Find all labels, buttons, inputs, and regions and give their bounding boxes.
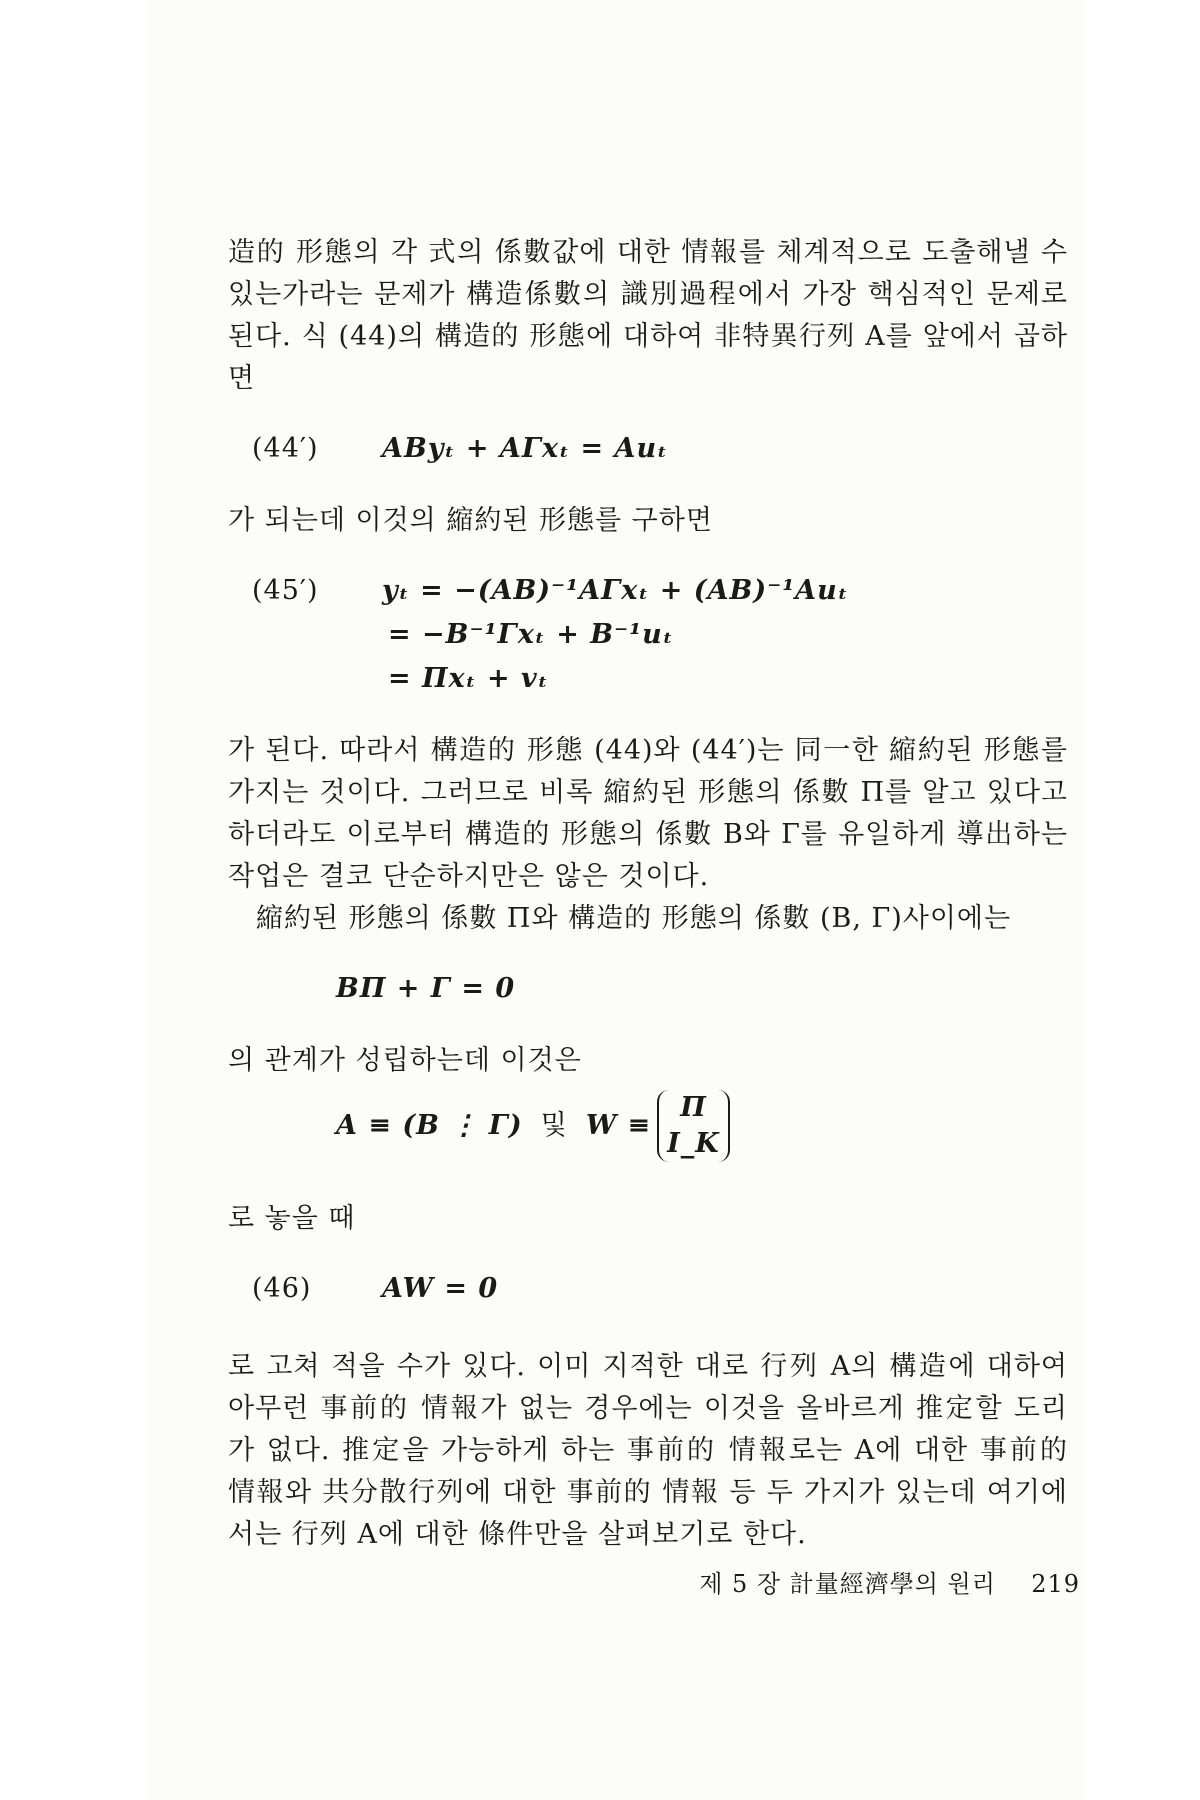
- page-body: [228, 232, 1068, 1556]
- equation-45-prime-line-1: [228, 570, 1068, 614]
- w-definition: W ≡: [585, 1110, 652, 1141]
- equation-number: (45′): [252, 575, 319, 606]
- paragraph-1: 造的 形態의 각 式의 係數값에 대한 情報를 체계적으로 도출해낼 수 있는가라는 문제가 構造係數의 識別過程에서 가장 핵심적인 문제로 된다. 식 (44)의 構造的 形態에 대하여 非特異行列 A를 앞에서 곱하면: [228, 237, 1068, 394]
- paragraph-7: 로 고쳐 적을 수가 있다. 이미 지적한 대로 行列 A의 構造에 대하여 아무런 事前的 情報가 없는 경우에는 이것을 올바르게 推定할 도리가 없다. 推定을 가능하게 하는 事前的 情報로는 A에 대한 事前的 情報와 共分散行列에 대한 事前的 情報 등 두 가지가 있는데 여기에서는 行列 A에 대한 條件만을 살펴보기로 한다.: [228, 1351, 1068, 1550]
- paragraph-5: 의 관계가 성립하는데 이것은: [228, 1045, 582, 1076]
- a-definition: A ≡ (B ⋮ Γ): [336, 1110, 523, 1141]
- equation-expression: BΠ + Γ = 0: [336, 973, 516, 1004]
- equation-expression: = −B⁻¹Γxₜ + B⁻¹uₜ: [388, 619, 674, 650]
- running-header: 제 5 장 計量經濟學의 원리: [699, 1570, 996, 1598]
- equation-45-prime-line-2: [228, 614, 1068, 658]
- matrix-top: Π: [680, 1092, 707, 1123]
- matrix-bottom: I_K: [667, 1128, 720, 1159]
- conjunction: 및: [540, 1110, 568, 1141]
- equation-45-prime-line-3: [228, 658, 1068, 702]
- relation-equation: [228, 968, 1068, 1012]
- equation-number: (46): [252, 1273, 312, 1304]
- equation-number: (44′): [252, 433, 319, 464]
- page-footer: [660, 1564, 1080, 1599]
- equation-expression: AW = 0: [382, 1273, 499, 1304]
- paragraph-2: 가 되는데 이것의 縮約된 形態를 구하면: [228, 505, 713, 536]
- equation-expression: = Πxₜ + vₜ: [388, 663, 549, 694]
- paragraph-4: 縮約된 形態의 係數 Π와 構造的 形態의 係數 (B, Γ)사이에는: [256, 903, 1012, 934]
- equation-expression: yₜ = −(AB)⁻¹AΓxₜ + (AB)⁻¹Auₜ: [382, 575, 849, 606]
- page-number: 219: [1031, 1570, 1080, 1598]
- equation-expression: AByₜ + AΓxₜ = Auₜ: [382, 433, 669, 464]
- equation-44-prime: [228, 428, 1068, 472]
- paragraph-6: 로 놓을 때: [228, 1203, 356, 1234]
- w-matrix: [657, 1090, 730, 1162]
- paragraph-3: 가 된다. 따라서 構造的 形態 (44)와 (44′)는 同一한 縮約된 形態를 가지는 것이다. 그러므로 비록 縮約된 形態의 係數 Π를 알고 있다고 하더라도 이로부터 構造的 形態의 係數 B와 Γ를 유일하게 導出하는 작업은 결코 단순하지만은 않은 것이다.: [228, 735, 1068, 892]
- equation-46: [228, 1268, 1068, 1312]
- matrix-definitions: [228, 1082, 1068, 1170]
